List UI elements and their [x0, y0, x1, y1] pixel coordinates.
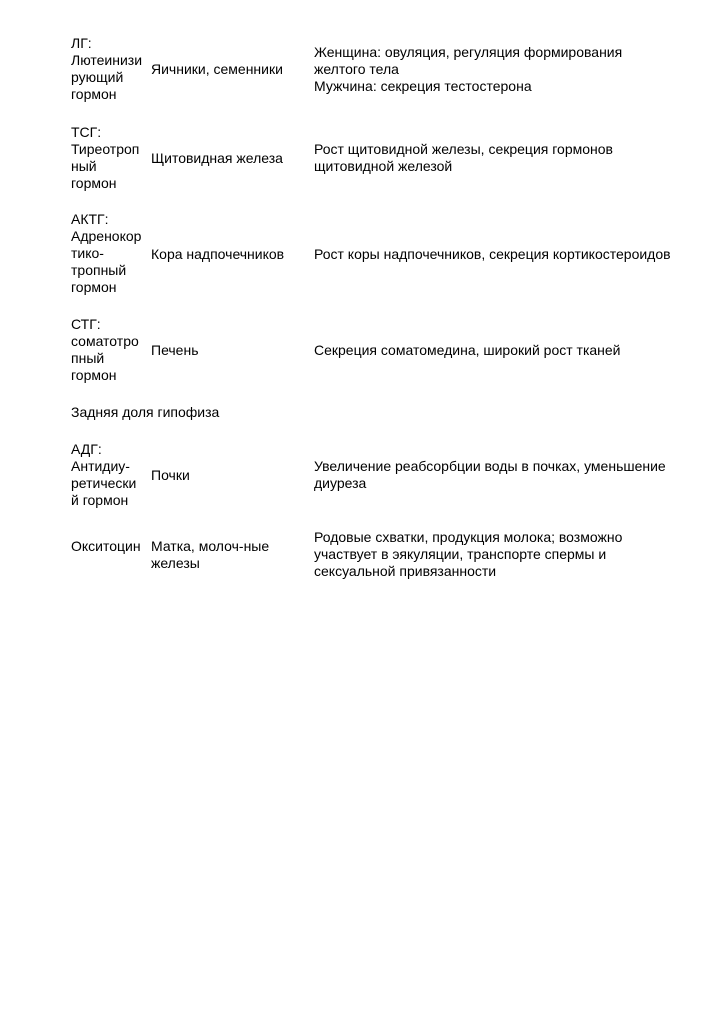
target-organ-cell: Кора надпочечников	[151, 246, 285, 262]
effect-cell: Родовые схватки, продукция молока; возможно участвует в эякуляции, транспорте спермы и сексуальной привязанности	[314, 529, 623, 579]
hormone-name-cell: АДГ: Антидиу- ретически й гормон	[71, 441, 137, 508]
effect-cell: Секреция соматомедина, широкий рост тканей	[314, 342, 621, 358]
target-organ-cell: Щитовидная железа	[151, 150, 283, 166]
effect-cell: Увеличение реабсорбции воды в почках, уменьшение диуреза	[314, 458, 666, 491]
hormone-name-cell: АКТГ: Адренокор тико- тропный гормон	[71, 211, 142, 295]
target-organ-cell: Матка, молоч-ные железы	[151, 538, 270, 571]
target-organ-cell: Почки	[151, 467, 190, 483]
hormone-name-cell: СТГ: соматотро пный гормон	[71, 316, 139, 383]
hormone-name-cell: ТСГ: Тиреотроп ный гормон	[71, 124, 140, 191]
hormone-name-cell: Окситоцин	[71, 538, 141, 554]
effect-cell: Женщина: овуляция, регуляция формирования желтого тела Мужчина: секреция тестостерона	[314, 44, 623, 94]
effect-cell: Рост коры надпочечников, секреция кортикостероидов	[314, 246, 671, 262]
target-organ-cell: Печень	[151, 342, 199, 358]
hormone-name-cell: ЛГ: Лютеинизи рующий гормон	[71, 35, 143, 102]
effect-cell: Рост щитовидной железы, секреция гормонов щитовидной железой	[314, 141, 613, 174]
target-organ-cell: Яичники, семенники	[151, 61, 283, 77]
section-heading: Задняя доля гипофиза	[71, 404, 220, 420]
